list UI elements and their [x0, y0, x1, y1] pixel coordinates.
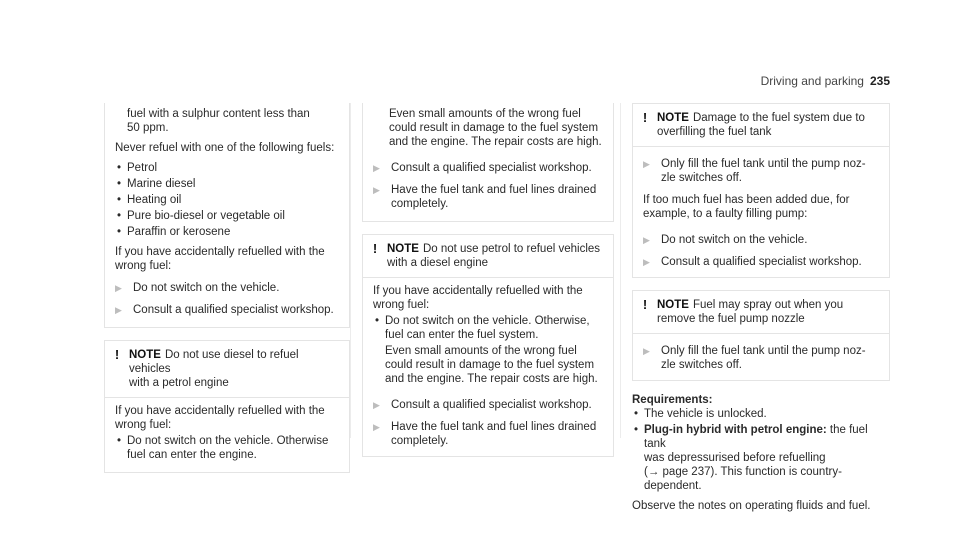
- note-extra-text: [373, 344, 603, 386]
- text-line: fuel with a sulphur content less than: [127, 108, 310, 120]
- text-line: wrong fuel:: [115, 260, 172, 272]
- warning-icon: !: [372, 241, 378, 256]
- note-label: NOTE: [387, 243, 419, 255]
- note-label: NOTE: [657, 299, 689, 311]
- text-line: and the engine. The repair costs are high.: [385, 373, 598, 385]
- never-refuel-intro: Never refuel with one of the following fuels:: [115, 142, 335, 154]
- action-step: [115, 281, 339, 295]
- note-heading: [387, 242, 600, 270]
- page-number: 235: [869, 74, 890, 88]
- text-line: 50 ppm.: [127, 122, 169, 134]
- text-line: Even small amounts of the wrong fuel: [389, 108, 581, 120]
- list-item: • Heating oil: [115, 193, 339, 207]
- action-text: [391, 183, 596, 211]
- action-step: [373, 161, 603, 175]
- text-line: • Do not switch on the vehicle. Otherwise: [127, 435, 329, 447]
- note-heading: [657, 111, 865, 139]
- note-heading-text: Damage to the fuel system due to: [692, 112, 865, 124]
- text-line: Have the fuel tank and fuel lines drained: [391, 421, 597, 433]
- note-heading-text: with a petrol engine: [129, 377, 229, 389]
- note-box-diesel: [104, 340, 350, 473]
- note-body: [105, 398, 349, 472]
- text-line: could result in damage to the fuel system: [389, 122, 599, 134]
- text-line: wrong fuel:: [115, 419, 172, 431]
- action-text: Consult a qualified specialist workshop.: [133, 304, 334, 316]
- requirements-section: [632, 393, 890, 513]
- note-heading: [129, 348, 339, 390]
- list-item: • The vehicle is unlocked.: [632, 407, 890, 421]
- action-text: [661, 157, 866, 185]
- warning-icon: !: [642, 110, 648, 125]
- text-line: If too much fuel has been added due, for: [643, 194, 850, 206]
- action-arrow-icon: ▶: [643, 346, 650, 356]
- action-step: [643, 233, 879, 247]
- continued-note-box: [104, 103, 350, 328]
- note-heading-text: overfilling the fuel tank: [657, 126, 772, 138]
- action-arrow-icon: ▶: [373, 400, 380, 410]
- text-line: wrong fuel:: [373, 299, 430, 311]
- note-paragraph: [643, 193, 879, 221]
- action-arrow-icon: ▶: [643, 235, 650, 245]
- list-item: [115, 434, 339, 462]
- text-line: zle switches off.: [661, 359, 742, 371]
- note-heading-text: Fuel may spray out when you: [692, 299, 844, 311]
- text-line: Only fill the fuel tank until the pump noz-: [661, 158, 866, 170]
- note-label: NOTE: [129, 349, 161, 361]
- note-header: [633, 104, 889, 147]
- text-line: completely.: [391, 435, 449, 447]
- note-body: [363, 278, 613, 456]
- note-heading: [657, 298, 843, 326]
- text-line: fuel can enter the fuel system.: [385, 329, 539, 341]
- action-step: [115, 303, 339, 317]
- action-arrow-icon: ▶: [115, 305, 122, 315]
- action-step: [643, 344, 879, 372]
- text-line: completely.: [391, 198, 449, 210]
- text-line: Have the fuel tank and fuel lines drained: [391, 184, 597, 196]
- note-box-overfilling: [632, 103, 890, 278]
- action-text: Do not switch on the vehicle.: [661, 234, 808, 246]
- note-header: [633, 291, 889, 334]
- action-step: [643, 255, 879, 269]
- action-arrow-icon: ▶: [115, 283, 122, 293]
- text-line: was depressurised before refuelling: [644, 452, 826, 464]
- note-header: [105, 341, 349, 398]
- text-line: dependent.: [644, 480, 702, 492]
- action-arrow-icon: ▶: [643, 159, 650, 169]
- requirements-list: [632, 407, 890, 493]
- column-2: [362, 103, 614, 457]
- requirements-title: Requirements:: [632, 394, 713, 406]
- section-title: Driving and parking: [760, 74, 864, 88]
- page-header: [761, 74, 890, 88]
- note-box-petrol: [362, 234, 614, 457]
- observe-notes-text: Observe the notes on operating fluids and fuel.: [632, 500, 871, 512]
- warning-icon: !: [114, 347, 120, 362]
- action-text: Consult a qualified specialist workshop.: [391, 399, 592, 411]
- list-item: [632, 423, 890, 493]
- text-line: zle switches off.: [661, 172, 742, 184]
- note-heading-text: Do not use diesel to refuel vehicles: [129, 349, 299, 375]
- warning-icon: !: [642, 297, 648, 312]
- note-body: [633, 334, 889, 380]
- action-text: Consult a qualified specialist workshop.: [661, 256, 862, 268]
- column-1: [104, 103, 350, 473]
- text-line: Only fill the fuel tank until the pump noz-: [661, 345, 866, 357]
- note-label: NOTE: [657, 112, 689, 124]
- note-header: [363, 235, 613, 278]
- action-arrow-icon: ▶: [643, 257, 650, 267]
- text-line: • Do not switch on the vehicle. Otherwise,: [385, 315, 590, 327]
- note-heading-text: Do not use petrol to refuel vehicles: [422, 243, 601, 255]
- action-step: [643, 157, 879, 185]
- list-item: • Paraffin or kerosene: [115, 225, 339, 239]
- action-text: Consult a qualified specialist workshop.: [391, 162, 592, 174]
- page-reference[interactable]: (→ page 237). This function is country-: [644, 466, 842, 478]
- wrong-fuel-intro: [115, 245, 339, 273]
- text-line: could result in damage to the fuel system: [385, 359, 595, 371]
- text-line: If you have accidentally refuelled with the: [115, 246, 325, 258]
- continued-text: [115, 107, 339, 135]
- forbidden-fuels-list: [115, 161, 339, 239]
- column-divider: [620, 103, 621, 438]
- text-line: and the engine. The repair costs are high.: [389, 136, 602, 148]
- note-heading-text: with a diesel engine: [387, 257, 489, 269]
- action-arrow-icon: ▶: [373, 185, 380, 195]
- note-bullets: [373, 314, 603, 342]
- text-line: If you have accidentally refuelled with the: [373, 285, 583, 297]
- note-heading-text: remove the fuel pump nozzle: [657, 313, 805, 325]
- list-item: [373, 314, 603, 342]
- continued-note-box: [362, 103, 614, 222]
- list-item: • Petrol: [115, 161, 339, 175]
- text-line: Even small amounts of the wrong fuel: [385, 345, 577, 357]
- column-3: [632, 103, 890, 513]
- action-text: [661, 344, 866, 372]
- action-step: [373, 398, 603, 412]
- list-item: • Pure bio-diesel or vegetable oil: [115, 209, 339, 223]
- list-item: • Marine diesel: [115, 177, 339, 191]
- text-line: example, to a faulty filling pump:: [643, 208, 808, 220]
- action-step: [373, 420, 603, 448]
- column-divider: [350, 103, 351, 438]
- text-line: the fuel tank: [644, 424, 868, 450]
- continued-text: [373, 107, 603, 149]
- requirement-bold-text: Plug-in hybrid with petrol engine:: [644, 424, 827, 436]
- note-body: [633, 147, 889, 277]
- action-arrow-icon: ▶: [373, 163, 380, 173]
- action-text: [391, 420, 596, 448]
- note-bullets: [115, 434, 339, 462]
- action-arrow-icon: ▶: [373, 422, 380, 432]
- action-step: [373, 183, 603, 211]
- text-line: fuel can enter the engine.: [127, 449, 257, 461]
- text-line: If you have accidentally refuelled with the: [115, 405, 325, 417]
- note-box-spray: [632, 290, 890, 381]
- action-text: Do not switch on the vehicle.: [133, 282, 280, 294]
